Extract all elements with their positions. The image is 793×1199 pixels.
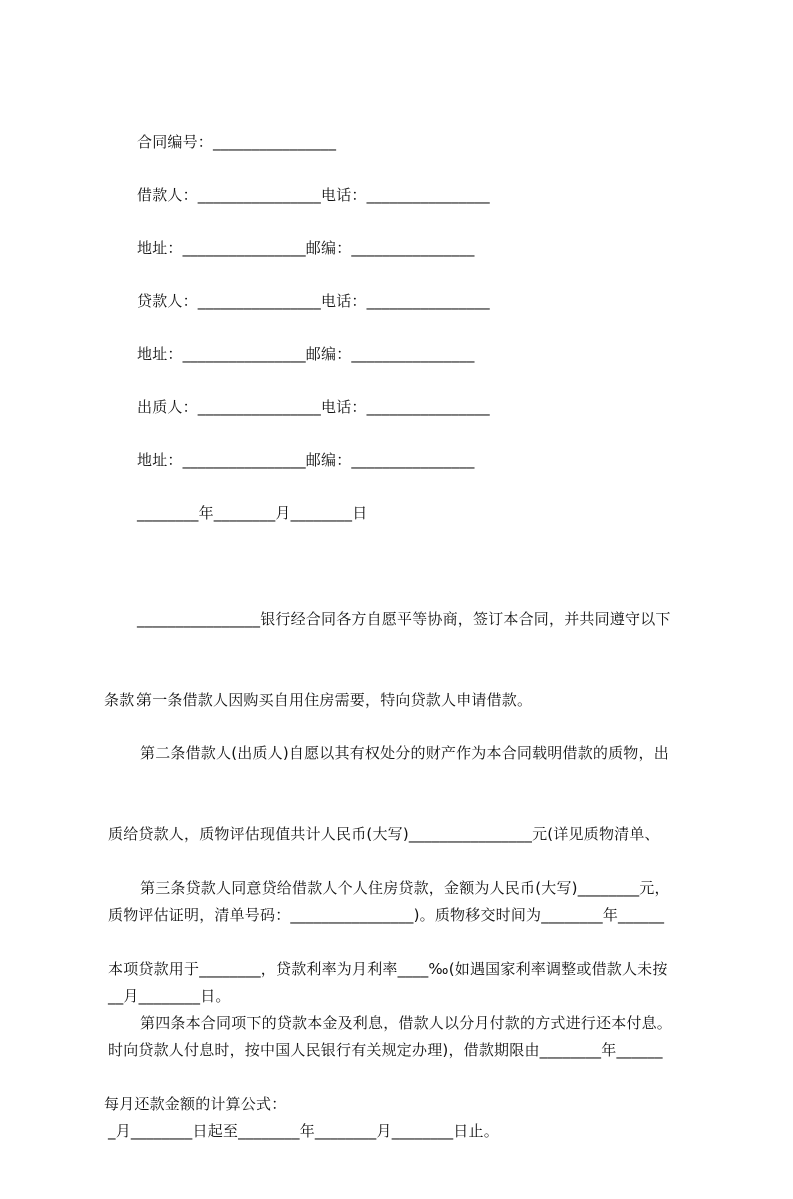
article-line: 第一条借款人因购买自用住房需要，特向贷款人申请借款。 xyxy=(137,691,533,709)
preamble-line: ________________银行经合同各方自愿平等协商，签订本合同，并共同遵守以下 xyxy=(137,610,671,628)
article-line: 每月还款金额的计算公式： xyxy=(104,1095,287,1113)
article-line: 第三条贷款人同意贷给借款人个人住房贷款，金额为人民币(大写)________元， xyxy=(140,879,670,897)
lender-address-field: 地址：________________邮编：________________ xyxy=(137,345,475,363)
pledgor-field: 出质人：________________电话：________________ xyxy=(137,398,490,416)
borrower-address-field: 地址：________________邮编：________________ xyxy=(137,239,475,257)
article-line: 质给贷款人，质物评估现值共计人民币(大写)________________元(详见质物清单、 xyxy=(108,825,660,843)
date-field: ________年________月________日 xyxy=(137,504,368,522)
article-4 xyxy=(104,956,672,1172)
article-line: 时向贷款人付息时，按中国人民银行有关规定办理)，借款期限由________年______ xyxy=(108,1041,663,1059)
pledgor-address-field: 地址：________________邮编：________________ xyxy=(137,451,475,469)
article-line: 第二条借款人(出质人)自愿以其有权处分的财产作为本合同载明借款的质物，出 xyxy=(140,744,669,762)
article-line: 本项贷款用于________，贷款利率为月利率____‰(如遇国家利率调整或借款人未按 xyxy=(108,960,668,978)
preamble-line: 条款： xyxy=(104,691,150,709)
lender-field: 贷款人：________________电话：________________ xyxy=(137,292,490,310)
article-line: 第四条本合同项下的贷款本金及利息，借款人以分月付款的方式进行还本付息。 xyxy=(140,1014,673,1032)
contract-number-field: 合同编号：________________ xyxy=(137,133,337,151)
article-line: __月________日。 xyxy=(108,987,231,1005)
article-line: 质物评估证明，清单号码：________________)。质物移交时间为________年______ xyxy=(108,906,665,924)
article-line: _月________日起至________年________月________日止。 xyxy=(108,1122,499,1140)
borrower-field: 借款人：________________电话：________________ xyxy=(137,186,490,204)
